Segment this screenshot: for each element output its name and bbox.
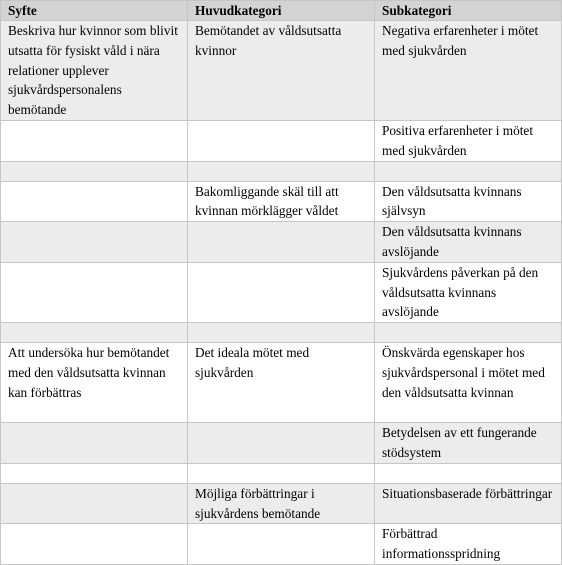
syfte-cell bbox=[1, 524, 188, 565]
subkategori-cell: Förbättrad informationsspridning bbox=[375, 524, 562, 565]
syfte-cell bbox=[1, 262, 188, 322]
huvudkategori-cell: Möjliga förbättringar i sjukvårdens bemötande bbox=[188, 483, 375, 524]
subkategori-cell: Den våldsutsatta kvinnans avslöjande bbox=[375, 222, 562, 263]
table-row bbox=[1, 181, 562, 222]
table-row bbox=[1, 463, 562, 483]
huvudkategori-cell: Bakomliggande skäl till att kvinnan mörklägger våldet bbox=[188, 181, 375, 222]
header-subkategori: Subkategori bbox=[375, 1, 562, 21]
syfte-cell bbox=[1, 483, 188, 524]
huvudkategori-cell: Bemötandet av våldsutsatta kvinnor bbox=[188, 21, 375, 121]
syfte-cell bbox=[1, 423, 188, 464]
huvudkategori-cell bbox=[188, 161, 375, 181]
header-huvudkategori: Huvudkategori bbox=[188, 1, 375, 21]
syfte-cell bbox=[1, 161, 188, 181]
table-row bbox=[1, 21, 562, 121]
table-row bbox=[1, 343, 562, 423]
table-row bbox=[1, 161, 562, 181]
syfte-cell bbox=[1, 463, 188, 483]
subkategori-cell bbox=[375, 161, 562, 181]
subkategori-cell bbox=[375, 463, 562, 483]
subkategori-cell: Önskvärda egenskaper hos sjukvårdspersonal i mötet med den våldsutsatta kvinnan bbox=[375, 343, 562, 423]
table-row bbox=[1, 524, 562, 565]
table-row bbox=[1, 222, 562, 263]
subkategori-cell: Positiva erfarenheter i mötet med sjukvården bbox=[375, 120, 562, 161]
table-row bbox=[1, 483, 562, 524]
header-syfte: Syfte bbox=[1, 1, 188, 21]
syfte-cell: Att undersöka hur bemötandet med den våldsutsatta kvinnan kan förbättras bbox=[1, 343, 188, 423]
subkategori-cell: Negativa erfarenheter i mötet med sjukvården bbox=[375, 21, 562, 121]
header-row bbox=[1, 1, 562, 21]
huvudkategori-cell bbox=[188, 262, 375, 322]
subkategori-cell: Situationsbaserade förbättringar bbox=[375, 483, 562, 524]
table-row bbox=[1, 120, 562, 161]
subkategori-cell: Sjukvårdens påverkan på den våldsutsatta kvinnans avslöjande bbox=[375, 262, 562, 322]
subkategori-cell: Den våldsutsatta kvinnans självsyn bbox=[375, 181, 562, 222]
huvudkategori-cell bbox=[188, 222, 375, 263]
huvudkategori-cell: Det ideala mötet med sjukvården bbox=[188, 343, 375, 423]
huvudkategori-cell bbox=[188, 120, 375, 161]
syfte-cell bbox=[1, 222, 188, 263]
table-row bbox=[1, 323, 562, 343]
syfte-cell bbox=[1, 181, 188, 222]
syfte-cell: Beskriva hur kvinnor som blivit utsatta för fysiskt våld i nära relationer upplever sjukvårdspersonalens bemötande bbox=[1, 21, 188, 121]
huvudkategori-cell bbox=[188, 423, 375, 464]
huvudkategori-cell bbox=[188, 323, 375, 343]
syfte-cell bbox=[1, 120, 188, 161]
table-row bbox=[1, 262, 562, 322]
table-row bbox=[1, 423, 562, 464]
subkategori-cell bbox=[375, 323, 562, 343]
subkategori-cell: Betydelsen av ett fungerande stödsystem bbox=[375, 423, 562, 464]
syfte-cell bbox=[1, 323, 188, 343]
huvudkategori-cell bbox=[188, 524, 375, 565]
huvudkategori-cell bbox=[188, 463, 375, 483]
